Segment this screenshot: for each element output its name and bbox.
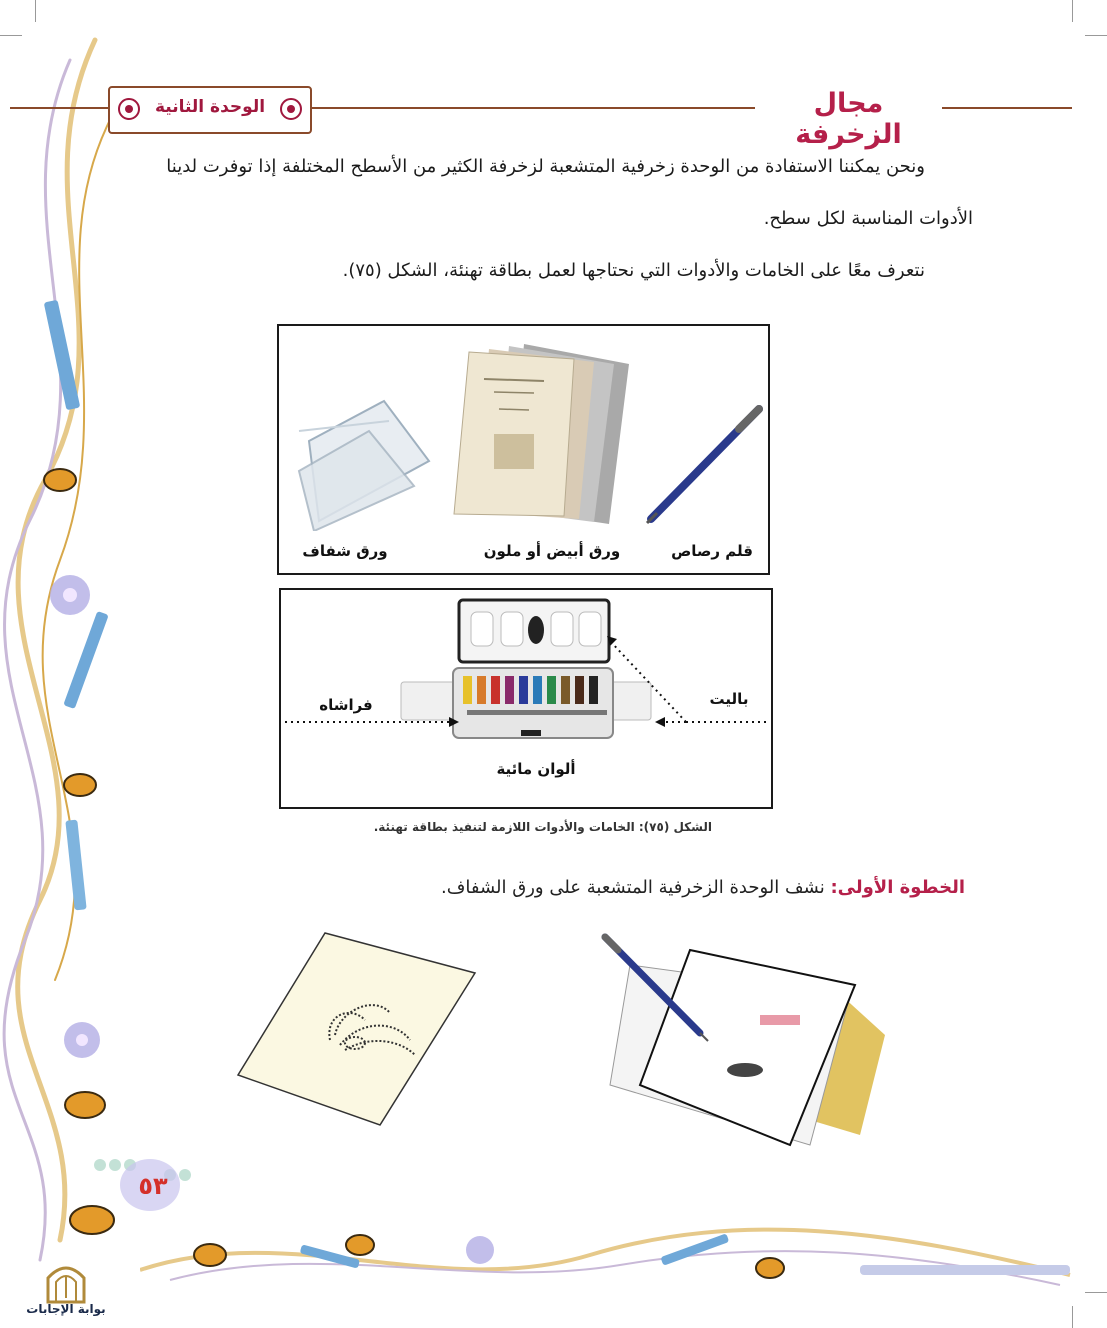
crop-mark: [1072, 0, 1073, 22]
unit-badge: [108, 86, 312, 134]
decorative-left-border: [0, 0, 140, 1328]
crop-mark: [1085, 1292, 1107, 1293]
tracing-with-pencil-image: [600, 925, 900, 1150]
portal-logo-icon: [44, 1258, 88, 1304]
section-title: مجال الزخرفة: [755, 88, 942, 150]
traced-ornament-image: [230, 925, 490, 1135]
crop-mark: [1072, 1306, 1073, 1328]
label-palette: باليت: [709, 690, 749, 708]
materials-panel: [277, 324, 770, 575]
step-1-text: نشف الوحدة الزخرفية المتشعبة على ورق الشفاف.: [441, 877, 825, 898]
paper-stack-image: [439, 334, 639, 534]
painting-tools-panel: [279, 588, 773, 809]
pencil-image: [639, 401, 769, 526]
portal-label: بوابة الإجابات: [26, 1302, 106, 1316]
intro-line-2: الأدوات المناسبة لكل سطح.: [763, 208, 973, 229]
label-white-or-colored-paper: ورق أبيض أو ملون: [483, 542, 621, 560]
label-tracing-paper: ورق شفاف: [302, 542, 388, 560]
step-1: [420, 876, 965, 900]
intro-line-3: نتعرف معًا على الخامات والأدوات التي نحتاجها لعمل بطاقة تهنئة، الشكل (٧٥).: [342, 260, 925, 281]
label-watercolors: ألوان مائية: [496, 760, 576, 778]
label-brush: فراشاه: [319, 696, 373, 714]
decorative-bottom-border: [140, 1210, 1080, 1300]
crop-mark: [1085, 35, 1107, 36]
tracing-paper-image: [289, 381, 439, 531]
ornament-icon: [278, 96, 304, 122]
step-1-label: الخطوة الأولى:: [830, 877, 965, 898]
label-pencil: قلم رصاص: [671, 542, 753, 560]
unit-label: الوحدة الثانية: [154, 97, 266, 117]
intro-line-1: ونحن يمكننا الاستفادة من الوحدة زخرفية المتشعبة لزخرفة الكثير من الأسطح المختلفة إذا توفرت لدينا: [166, 156, 925, 177]
ornament-icon: [116, 96, 142, 122]
page-number: ٥٣: [138, 1172, 168, 1200]
figure-caption: الشكل (٧٥): الخامات والأدوات اللازمة لتنفيذ بطاقة تهنئة.: [373, 820, 712, 834]
